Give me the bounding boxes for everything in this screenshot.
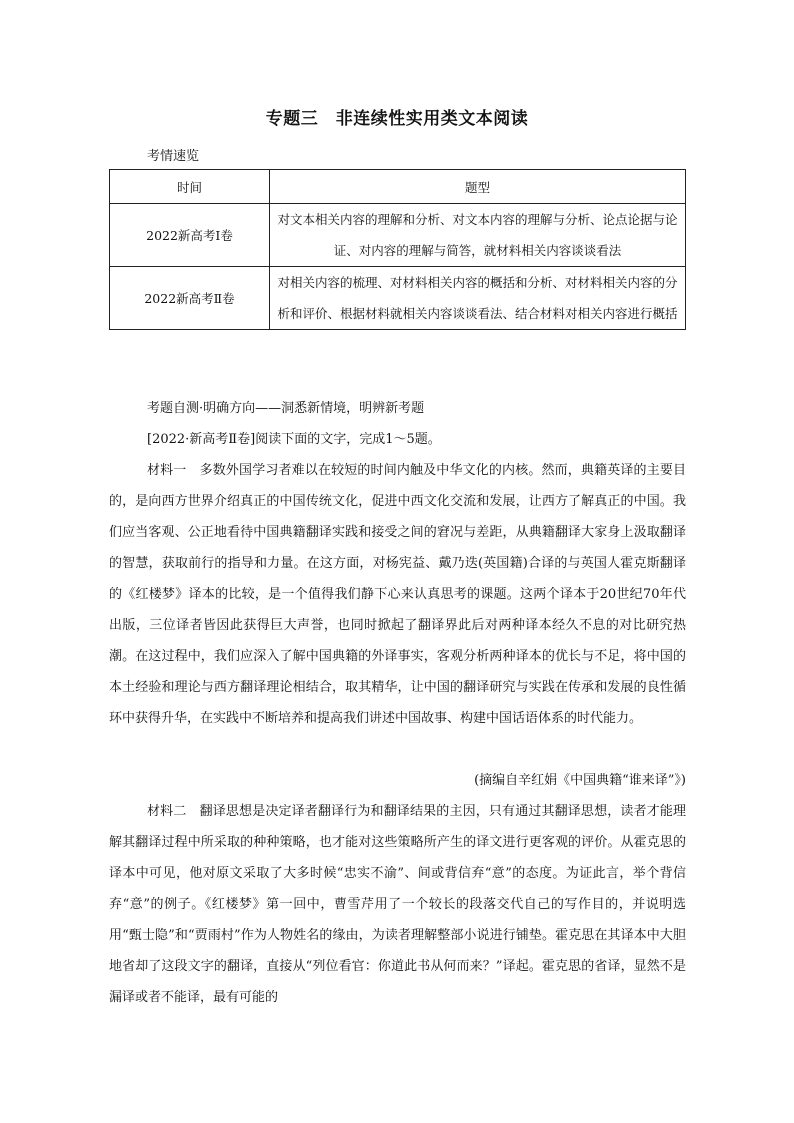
exam-overview-table [109, 169, 686, 330]
table-caption: 考情速览 [147, 149, 200, 164]
row-year-cell: 2022新高考Ⅰ卷 [110, 204, 270, 267]
row-types-cell: 对相关内容的梳理、对材料相关内容的概括和分析、对材料相关内容的分析和评价、根据材料就相关内容谈谈看法、结合材料对相关内容进行概括 [270, 267, 686, 330]
table-header-row [110, 170, 686, 204]
material-one-paragraph: 材料一 多数外国学习者难以在较短的时间内触及中华文化的内核。然而，典籍英译的主要目的，是向西方世界介绍真正的中国传统文化，促进中西文化交流和发展，让西方了解真正的中国。我们应当客观、公正地看待中国典籍翻译实践和接受之间的窘况与差距，从典籍翻译大家身上汲取翻译的智慧，获取前行的指导和力量。在这方面，对杨宪益、戴乃迭(英国籍)合译的与英国人霍克斯翻译的《红楼梦》译本的比较，是一个值得我们静下心来认真思考的课题。这两个译本于20世纪70年代出版，三位译者皆因此获得巨大声誉，也同时掀起了翻译界此后对两种译本经久不息的对比研究热潮。在这过程中，我们应深入了解中国典籍的外译事实，客观分析两种译本的优长与不足，将中国的本土经验和理论与西方翻译理论相结合，取其精华，让中国的翻译研究与实践在传承和发展的良性循环中获得升华，在实践中不断培养和提高我们讲述中国故事、构建中国话语体系的时代能力。 [109, 463, 686, 726]
table-row [110, 204, 686, 267]
section-heading: 考题自测·明确方向——洞悉新情境，明辨新考题 [147, 401, 425, 416]
row-types-cell: 对文本相关内容的理解和分析、对文本内容的理解与分析、论点论据与论证、对内容的理解与简答，就材料相关内容谈谈看法 [270, 204, 686, 267]
material-two-paragraph: 材料二 翻译思想是决定译者翻译行为和翻译结果的主因，只有通过其翻译思想，读者才能理解其翻译过程中所采取的种种策略，也才能对这些策略所产生的译文进行更客观的评价。从霍克思的译本中可见，他对原文采取了大多时候“忠实不渝”、间或背信弃“意”的态度。为证此言，举个背信弃“意”的例子。《红楼梦》第一回中，曹雪芹用了一个较长的段落交代自己的写作目的，并说明选用“甄士隐”和“贾雨村”作为人物姓名的缘由，为读者理解整部小说进行铺垫。霍克思在其译本中大胆地省却了这段文字的翻译，直接从“列位看官：你道此书从何而来？”译起。霍克思的省译，显然不是漏译或者不能译，最有可能的 [109, 804, 686, 1005]
header-question-type: 题型 [270, 170, 686, 204]
table-row [110, 267, 686, 330]
page-title: 专题三 非连续性实用类文本阅读 [265, 109, 529, 129]
material-one-source: (摘编自辛红娟《中国典籍“谁来译”》) [474, 773, 686, 788]
question-intro: [2022·新高考Ⅱ卷]阅读下面的文字，完成1～5题。 [147, 432, 441, 447]
row-year-cell: 2022新高考Ⅱ卷 [110, 267, 270, 330]
header-time: 时间 [110, 170, 270, 204]
